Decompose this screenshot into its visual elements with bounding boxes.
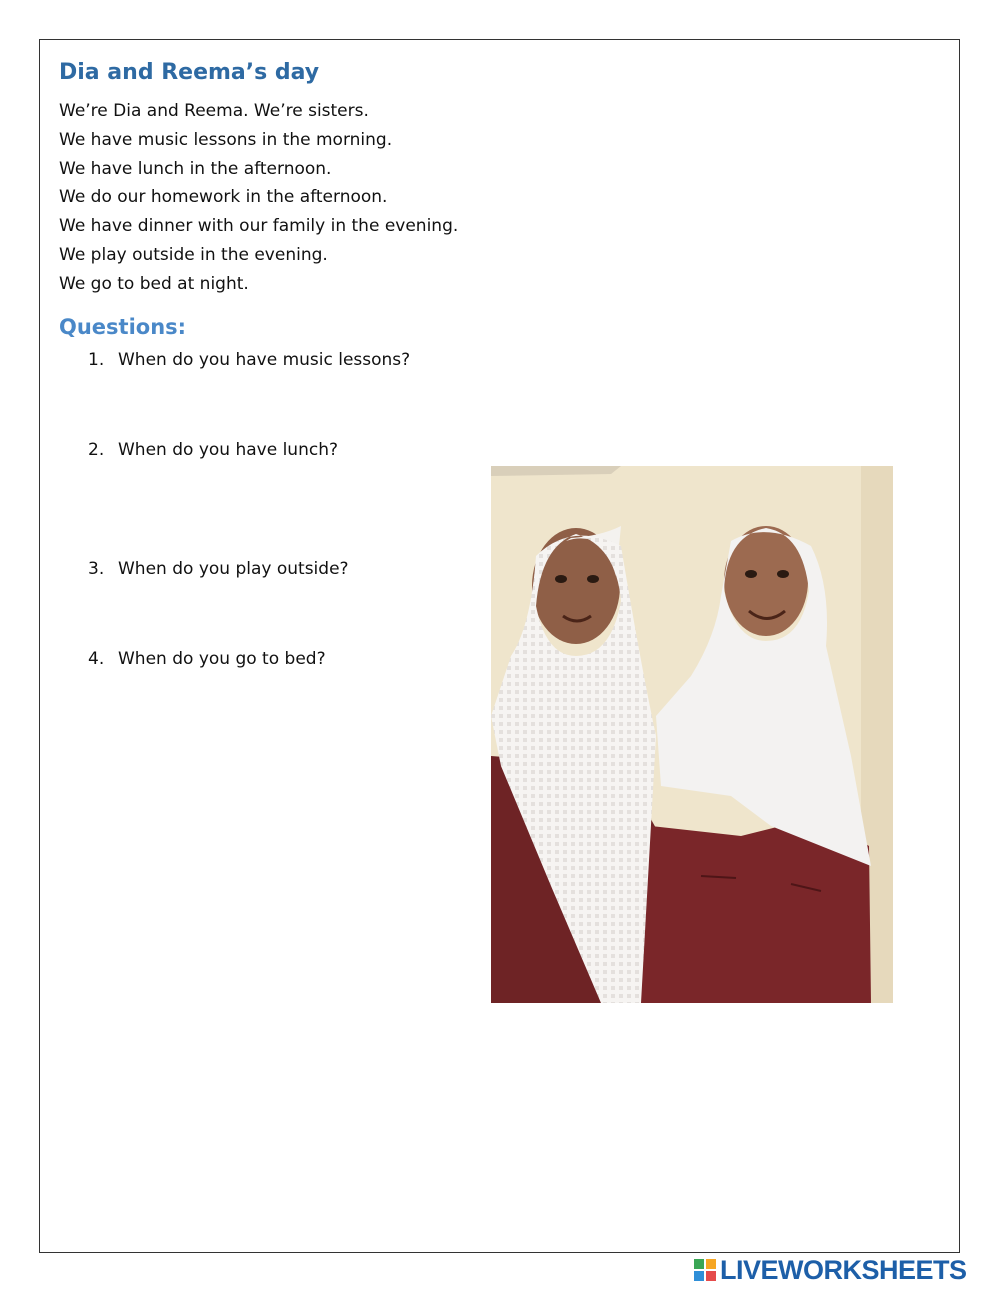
question-number: 3.	[88, 559, 105, 579]
question-item	[88, 649, 326, 669]
liveworksheets-logo	[694, 1255, 967, 1285]
question-number: 2.	[88, 440, 105, 460]
worksheet-title: Dia and Reema’s day	[59, 60, 320, 85]
liveworksheets-icon	[694, 1259, 716, 1281]
story-line: We have music lessons in the morning.	[59, 129, 393, 150]
question-text: When do you have lunch?	[118, 440, 338, 460]
sisters-photo	[491, 466, 893, 1003]
questions-heading: Questions:	[59, 315, 187, 339]
brand-name: LIVEWORKSHEETS	[720, 1254, 967, 1285]
question-text: When do you play outside?	[118, 559, 349, 579]
question-text: When do you have music lessons?	[118, 350, 411, 370]
story-text	[59, 97, 458, 299]
question-item	[88, 350, 410, 370]
story-line: We play outside in the evening.	[59, 244, 328, 265]
question-number: 4.	[88, 649, 105, 669]
question-item	[88, 440, 338, 460]
story-line: We go to bed at night.	[59, 273, 249, 294]
story-line: We have dinner with our family in the evening.	[59, 216, 459, 237]
story-line: We do our homework in the afternoon.	[59, 187, 388, 208]
question-number: 1.	[88, 350, 105, 370]
question-item	[88, 559, 349, 579]
story-line: We have lunch in the afternoon.	[59, 158, 332, 179]
story-line: We’re Dia and Reema. We’re sisters.	[59, 101, 369, 121]
question-text: When do you go to bed?	[118, 649, 326, 669]
